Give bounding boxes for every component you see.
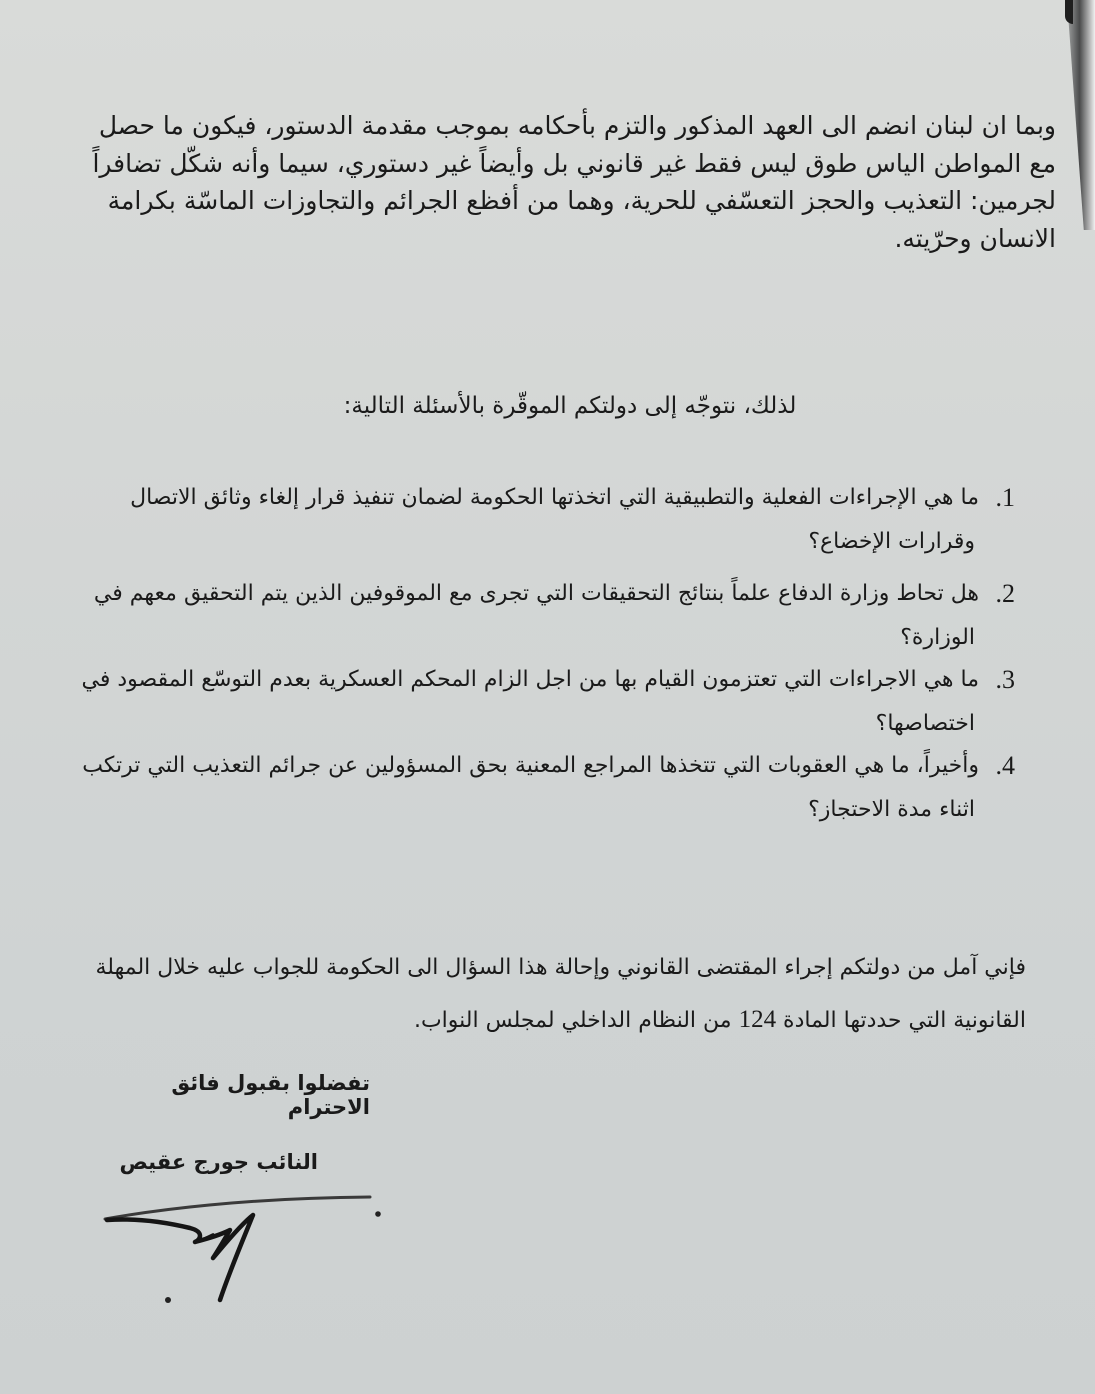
- question-text: ما هي الاجراءات التي تعتزمون القيام بها من اجل الزام المحكم العسكرية بعدم التوسّع المقصود في: [81, 667, 979, 692]
- article-number: 124: [738, 1006, 777, 1033]
- question-text-continued: الوزارة؟: [900, 625, 975, 650]
- question-number: 1.: [995, 483, 1015, 512]
- closing-paragraph: [95, 942, 1026, 1047]
- intro-line: وبما ان لبنان انضم الى العهد المذكور والتزم بأحكامه بموجب مقدمة الدستور، فيكون ما حصل: [98, 111, 1056, 140]
- signature-icon: [95, 1180, 395, 1310]
- question-item: [82, 744, 1015, 832]
- question-number: 3.: [995, 665, 1015, 694]
- intro-line: لجرمين: التعذيب والحجز التعسّفي للحرية، وهما من أفظع الجرائم والتجاوزات الماسّة بكرامة: [107, 186, 1056, 215]
- page-edge-shadow: [1067, 0, 1095, 230]
- question-text: هل تحاط وزارة الدفاع علماً بنتائج التحقيقات التي تجرى مع الموقوفين الذين يتم التحقيق معهم في: [93, 581, 979, 606]
- closing-line: [108, 994, 1026, 1047]
- question-text-continued: وقرارات الإخضاع؟: [808, 529, 975, 554]
- question-item: [93, 572, 1015, 658]
- question-item: [100, 476, 1015, 572]
- closing-line: فإني آمل من دولتكم إجراء المقتضى القانوني وإحالة هذا السؤال الى الحكومة للجواب عليه خلال المهلة: [95, 955, 1026, 980]
- question-text: وأخيراً، ما هي العقوبات التي تتخذها المراجع المعنية بحق المسؤولين عن جرائم التعذيب التي ترتكب: [82, 753, 979, 778]
- question-number: 4.: [995, 751, 1015, 780]
- regards-line: تفضلوا بقبول فائق الاحترام: [171, 1071, 370, 1119]
- intro-line: الانسان وحرّيته.: [894, 223, 1056, 253]
- page-corner-dark: [1065, 0, 1073, 24]
- intro-line: مع المواطن الياس طوق ليس فقط غير قانوني بل وأيضاً غير دستوري، سيما وأنه شكّل تضافراً: [92, 148, 1056, 178]
- intro-paragraph: [92, 107, 1056, 257]
- questions-heading: لذلك، نتوجّه إلى دولتكم الموقّرة بالأسئلة التالية:: [343, 393, 797, 419]
- closing-text-after-number: من النظام الداخلي لمجلس النواب.: [413, 1008, 739, 1033]
- question-number: 2.: [995, 579, 1015, 608]
- closing-text-before-number: القانونية التي حددتها المادة: [776, 1008, 1026, 1033]
- question-item: [81, 658, 1015, 744]
- question-text: ما هي الإجراءات الفعلية والتطبيقية التي اتخذتها الحكومة لضمان تنفيذ قرار إلغاء وثائق الاتصال: [130, 485, 979, 510]
- signer-name: النائب جورج عقيص: [119, 1150, 318, 1174]
- question-text-continued: اثناء مدة الاحتجاز؟: [808, 797, 975, 822]
- question-text-continued: اختصاصها؟: [875, 711, 975, 736]
- questions-list: [81, 476, 1015, 832]
